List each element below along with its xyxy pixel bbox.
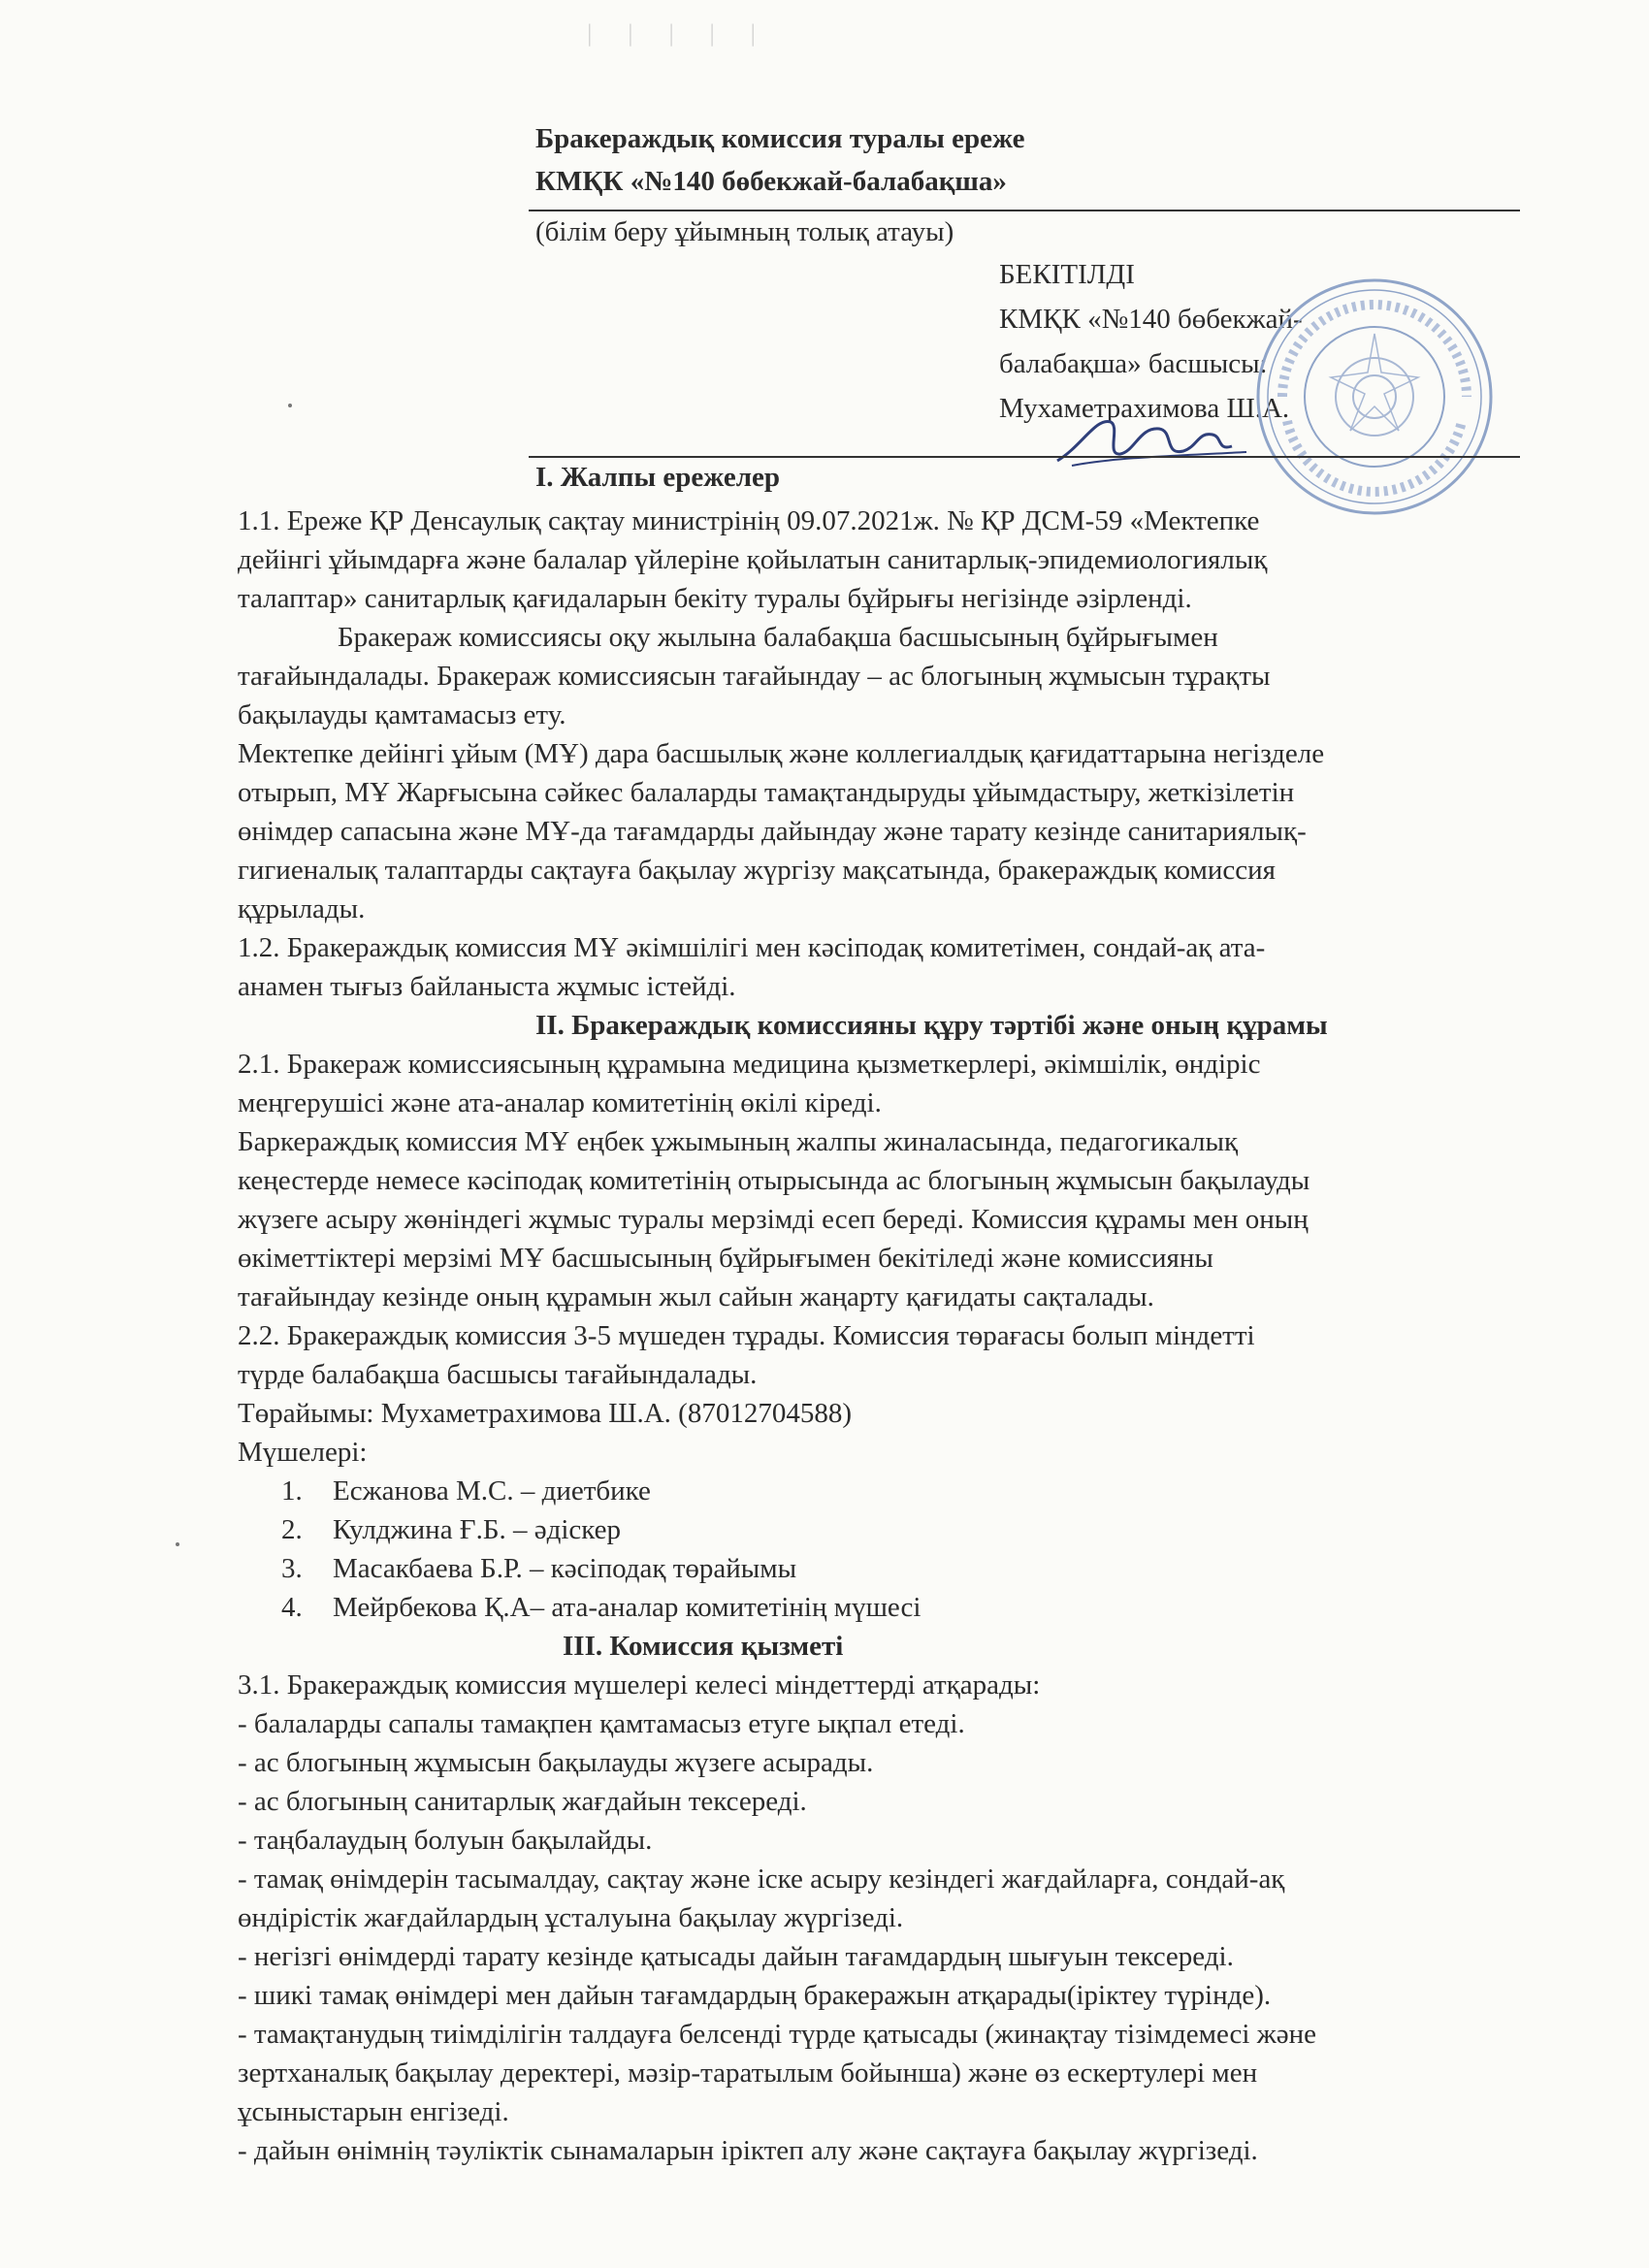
organization-name: КМҚК «№140 бөбекжай-балабақша» [535,166,1007,197]
approval-divider [529,456,1520,458]
text-line: - шикі тамақ өнімдері мен дайын тағамдардың бракеражын атқарады(іріктеу түрінде). [238,1980,1272,2011]
member-item: Мейрбекова Қ.А– ата-аналар комитетінің мүшесі [333,1592,922,1623]
member-item: Масакбаева Б.Р. – кәсіподақ төрайымы [333,1553,797,1584]
text-line: құрылады. [238,893,366,924]
scan-speck [288,404,292,407]
text-line: - ас блогының санитарлық жағдайын тексереді. [238,1786,807,1817]
text-line: өнімдер сапасына және МҰ-да тағамдарды дайындау және тарату кезінде санитариялық- [238,816,1307,847]
member-number: 2. [281,1514,303,1545]
text-line: бақылауды қамтамасыз ету. [238,699,566,730]
chairperson-line: Төрайымы: Мухаметрахимова Ш.А. (87012704588) [238,1398,852,1429]
text-line: өндірістік жағдайлардың ұсталуына бақылау жүргізеді. [238,1902,904,1933]
organization-caption: (білім беру ұйымның толық атауы) [535,216,954,247]
member-number: 3. [281,1553,303,1584]
text-line: тағайындау кезінде оның құрамын жыл сайын жаңарту қағидаты сақталады. [238,1281,1154,1312]
text-line: өкіметтіктері мерзімі МҰ басшысының бұйрығымен бекітіледі және комиссияны [238,1243,1213,1274]
section-1-heading: I. Жалпы ережелер [535,462,781,493]
show-through-marks: ᛁ ᛁ ᛁ ᛁ ᛁ [582,21,771,49]
text-line: түрде балабақша басшысы тағайындалады. [238,1359,758,1390]
text-line: 2.1. Бракераж комиссиясының құрамына медицина қызметкерлері, әкімшілік, өндіріс [238,1049,1261,1080]
section-2-heading: II. Бракераждық комиссияны құру тәртібі және оның құрамы [535,1010,1328,1041]
text-line: - тамақтанудың тиімділігін талдауға белсенді түрде қатысады (жинақтау тізімдемесі және [238,2019,1317,2050]
text-line: - таңбалаудың болуын бақылайды. [238,1825,653,1856]
text-line: - дайын өнімнің тәуліктік сынамаларын іріктеп алу және сақтауға бақылау жүргізеді. [238,2135,1258,2166]
member-item: Кулджина Ғ.Б. – әдіскер [333,1514,622,1545]
scan-speck [176,1542,179,1546]
members-label: Мүшелері: [238,1437,368,1468]
text-line: - негізгі өнімдерді тарату кезінде қатысады дайын тағамдардың шығуын тексереді. [238,1941,1234,1972]
text-line: кеңестерде немесе кәсіподақ комитетінің отырысында ас блогының жұмысын бақылауды [238,1165,1310,1196]
text-line: дейінгі ұйымдарға және балалар үйлеріне қойылатын санитарлық-эпидемиологиялық [238,544,1268,575]
text-line: тағайындалады. Бракераж комиссиясын тағайындау – ас блогының жұмысын тұрақты [238,661,1271,692]
section-3-heading: III. Комиссия қызметі [563,1631,844,1662]
member-item: Есжанова М.С. – диетбике [333,1475,651,1507]
text-line: - балаларды сапалы тамақпен қамтамасыз етуге ықпал етеді. [238,1708,965,1739]
text-line: - ас блогының жұмысын бақылауды жүзеге асырады. [238,1747,874,1778]
text-line: Мектепке дейінгі ұйым (МҰ) дара басшылық және коллегиалдық қағидаттарына негізделе [238,738,1325,769]
text-line: меңгерушісі және ата-аналар комитетінің өкілі кіреді. [238,1087,882,1118]
text-line: Баркераждық комиссия МҰ еңбек ұжымының жалпы жиналасында, педагогикалық [238,1126,1239,1157]
text-line: гигиеналық талаптарды сақтауға бақылау жүргізу мақсатында, бракераждық комиссия [238,855,1276,886]
text-line: Бракераж комиссиясы оқу жылына балабақша басшысының бұйрығымен [338,622,1218,653]
approval-word: БЕКІТІЛДІ [999,259,1135,290]
official-stamp-icon [1253,275,1496,518]
text-line: зертханалық бақылау деректері, мәзір-таратылым бойынша) және өз ескертулері мен [238,2057,1258,2089]
approval-role: балабақша» басшысы: [999,348,1268,379]
text-line: 1.1. Ереже ҚР Денсаулық сақтау министрінің 09.07.2021ж. № ҚР ДСМ-59 «Мектепке [238,505,1260,536]
member-number: 1. [281,1475,303,1507]
text-line: 1.2. Бракераждық комиссия МҰ әкімшілігі мен кәсіподақ комитетімен, сондай-ақ ата- [238,932,1266,963]
text-line: - тамақ өнімдерін тасымалдау, сақтау және іске асыру кезіндегі жағдайларға, сондай-ақ [238,1863,1285,1895]
header-divider [529,210,1520,211]
text-line: 2.2. Бракераждық комиссия 3-5 мүшеден тұрады. Комиссия төрағасы болып міндетті [238,1320,1255,1351]
text-line: 3.1. Бракераждық комиссия мүшелері келесі міндеттерді атқарады: [238,1669,1041,1701]
text-line: ұсыныстарын енгізеді. [238,2096,509,2127]
document-title: Бракераждық комиссия туралы ереже [535,123,1025,154]
text-line: анамен тығыз байланыста жұмыс істейді. [238,971,736,1002]
text-line: жүзеге асыру жөніндегі жұмыс туралы мерзімді есеп береді. Комиссия құрамы мен оның [238,1204,1309,1235]
approval-name: Мухаметрахимова Ш.А. [999,393,1290,424]
text-line: талаптар» санитарлық қағидаларын бекіту туралы бұйрығы негізінде әзірленді. [238,583,1192,614]
signature-icon [1052,407,1276,475]
approval-org: КМҚК «№140 бөбекжай- [999,304,1303,335]
text-line: отырып, МҰ Жарғысына сәйкес балаларды тамақтандыруды ұйымдастыру, жеткізілетін [238,777,1295,808]
member-number: 4. [281,1592,303,1623]
